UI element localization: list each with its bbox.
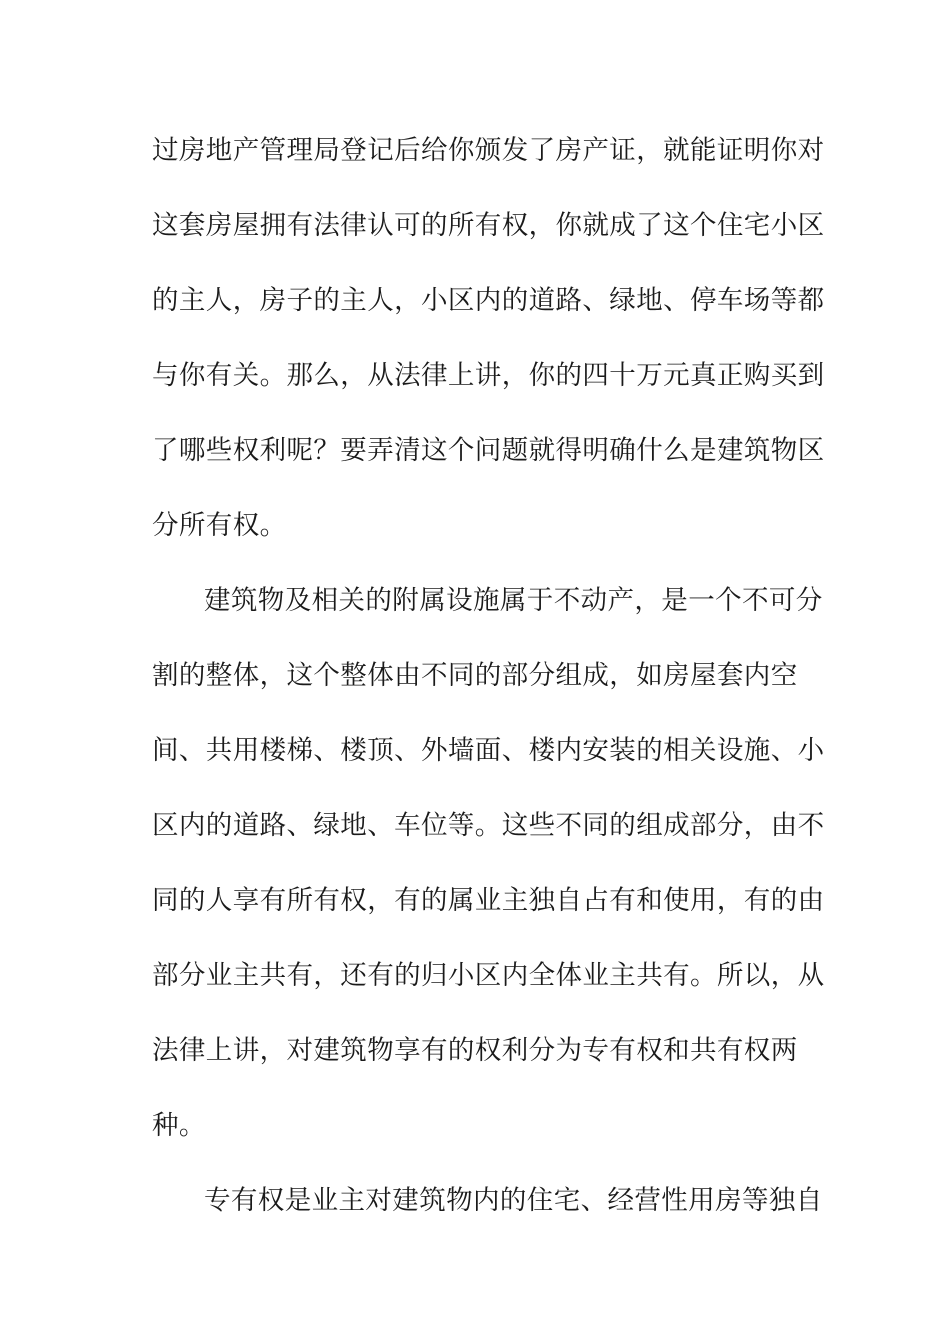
text-line: 过房地产管理局登记后给你颁发了房产证，就能证明你对 (152, 135, 825, 166)
text-line: 割的整体，这个整体由不同的部分组成，如房屋套内空 (152, 660, 798, 691)
text-line: 专有权是业主对建筑物内的住宅、经营性用房等独自 (204, 1185, 823, 1216)
text-line: 了哪些权利呢？要弄清这个问题就得明确什么是建筑物区 (152, 435, 825, 466)
text-line: 的主人，房子的主人，小区内的道路、绿地、停车场等都 (152, 285, 825, 316)
text-line: 部分业主共有，还有的归小区内全体业主共有。所以，从 (152, 960, 825, 991)
text-line: 法律上讲，对建筑物享有的权利分为专有权和共有权两 (152, 1035, 798, 1066)
text-line: 种。 (152, 1110, 206, 1141)
text-line: 间、共用楼梯、楼顶、外墙面、楼内安装的相关设施、小 (152, 735, 825, 766)
text-line: 区内的道路、绿地、车位等。这些不同的组成部分，由不 (152, 810, 825, 841)
text-line: 建筑物及相关的附属设施属于不动产，是一个不可分 (204, 585, 823, 616)
text-line: 同的人享有所有权，有的属业主独自占有和使用，有的由 (152, 885, 825, 916)
text-line: 与你有关。那么，从法律上讲，你的四十万元真正购买到 (152, 360, 825, 391)
text-line: 这套房屋拥有法律认可的所有权，你就成了这个住宅小区 (152, 210, 825, 241)
text-line: 分所有权。 (152, 510, 287, 541)
